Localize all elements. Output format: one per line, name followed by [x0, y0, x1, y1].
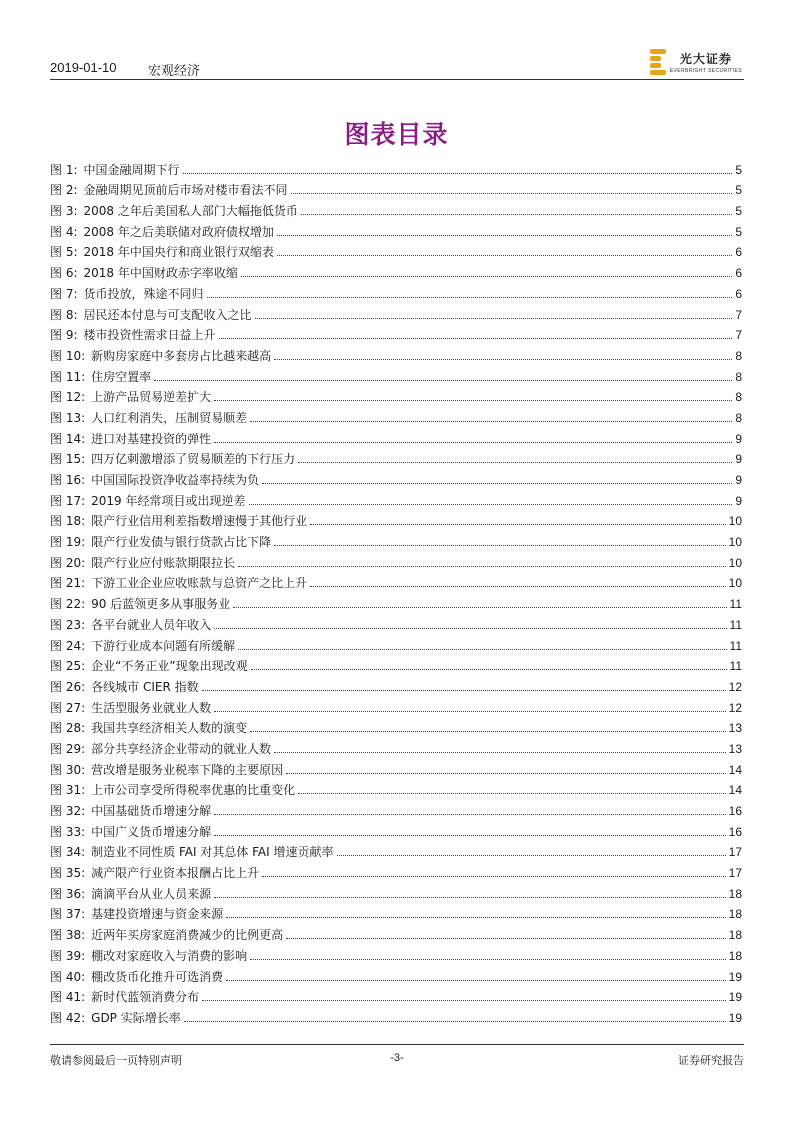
toc-figure-number: 图 28:	[50, 721, 86, 736]
toc-page-number: 11	[729, 638, 742, 653]
toc-leader-dots	[183, 173, 733, 174]
toc-figure-number: 图 18:	[50, 514, 86, 529]
toc-entry[interactable]	[50, 963, 742, 984]
toc-page-number: 13	[728, 721, 742, 736]
toc-figure-title: 棚改对家庭收入与消费的影响	[91, 948, 248, 963]
toc-figure-number: 图 34:	[50, 845, 86, 860]
toc-figure-title: 90 后蓝领更多从事服务业	[91, 597, 231, 612]
toc-leader-dots	[214, 835, 725, 836]
toc-leader-dots	[274, 359, 732, 360]
toc-entry[interactable]	[50, 839, 742, 860]
toc-leader-dots	[250, 731, 725, 732]
toc-figure-title: 2018 年中国财政赤字率收缩	[83, 266, 238, 281]
toc-entry[interactable]	[50, 611, 742, 632]
toc-figure-number: 图 26:	[50, 679, 86, 694]
toc-figure-number: 图 10:	[50, 348, 86, 363]
toc-entry[interactable]	[50, 342, 742, 363]
toc-entry[interactable]	[50, 528, 742, 549]
toc-page-number: 19	[728, 1010, 742, 1025]
toc-entry[interactable]	[50, 694, 742, 715]
toc-entry[interactable]	[50, 942, 742, 963]
logo-text-en: EVERBRIGHT SECURITIES	[669, 68, 742, 74]
toc-figure-title: 部分共享经济企业带动的就业人数	[91, 741, 272, 756]
toc-leader-dots	[219, 338, 733, 339]
page-header	[50, 48, 744, 80]
toc-leader-dots	[249, 504, 733, 505]
toc-page-number: 8	[735, 410, 742, 425]
toc-leader-dots	[286, 938, 725, 939]
toc-figure-title: 四万亿刺激增添了贸易顺差的下行压力	[91, 452, 296, 467]
toc-entry[interactable]	[50, 239, 742, 260]
toc-figure-number: 图 2:	[50, 183, 78, 198]
toc-page-number: 5	[735, 162, 742, 177]
toc-leader-dots	[337, 855, 726, 856]
toc-leader-dots	[310, 524, 725, 525]
toc-page-number: 9	[735, 473, 742, 487]
toc-figure-title: 人口红利消失，压制贸易顺差	[91, 410, 248, 425]
toc-page-number: 7	[735, 307, 742, 322]
toc-page-number: 5	[735, 183, 742, 198]
page-title: 图表目录	[344, 120, 449, 149]
toc-entry[interactable]	[50, 777, 742, 798]
toc-figure-title: 各平台就业人员年收入	[91, 617, 212, 632]
toc-figure-title: 2008 之年后美国私人部门大幅拖低货币	[83, 204, 298, 219]
toc-figure-number: 图 16:	[50, 473, 86, 487]
toc-entry[interactable]	[50, 921, 742, 942]
toc-entry[interactable]	[50, 404, 742, 425]
toc-page-number: 18	[728, 907, 742, 922]
toc-figure-number: 图 32:	[50, 804, 86, 818]
toc-page-number: 18	[728, 886, 742, 901]
toc-figure-number: 图 36:	[50, 886, 86, 901]
toc-entry[interactable]	[50, 1004, 742, 1025]
toc-entry[interactable]	[50, 984, 742, 1005]
toc-leader-dots	[286, 773, 725, 774]
toc-figure-number: 图 22:	[50, 597, 86, 612]
toc-figure-number: 图 9:	[50, 328, 78, 343]
toc-figure-title: 限产行业应付账款期限拉长	[91, 555, 236, 570]
toc-entry[interactable]	[50, 508, 742, 529]
toc-leader-dots	[250, 421, 732, 422]
toc-leader-dots	[154, 380, 732, 381]
toc-leader-dots	[214, 711, 725, 712]
toc-entry[interactable]	[50, 384, 742, 405]
toc-figure-number: 图 14:	[50, 431, 86, 446]
toc-entry[interactable]	[50, 901, 742, 922]
toc-entry[interactable]	[50, 673, 742, 694]
toc-page-number: 5	[735, 204, 742, 219]
page-footer	[50, 1044, 744, 1068]
toc-leader-dots	[310, 586, 725, 587]
toc-figure-number: 图 39:	[50, 948, 86, 963]
toc-entry[interactable]	[50, 156, 742, 177]
toc-figure-title: 进口对基建投资的弹性	[91, 431, 212, 446]
toc-entry[interactable]	[50, 363, 742, 384]
toc-page-number: 14	[728, 783, 742, 798]
toc-figure-title: 下游工业企业应收账款与总资产之比上升	[91, 576, 308, 591]
toc-entry[interactable]	[50, 466, 742, 487]
toc-leader-dots	[214, 442, 732, 443]
toc-figure-number: 图 20:	[50, 555, 86, 570]
toc-figure-title: 滴滴平台从业人员来源	[91, 886, 212, 901]
toc-leader-dots	[262, 876, 725, 877]
toc-figure-title: 棚改货币化推升可选消费	[91, 969, 224, 984]
toc-entry[interactable]	[50, 715, 742, 736]
toc-figure-title: 居民还本付息与可支配收入之比	[83, 307, 252, 322]
toc-figure-title: 限产行业信用利差指数增速慢于其他行业	[91, 514, 308, 529]
toc-entry[interactable]	[50, 322, 742, 343]
toc-page-number: 11	[729, 597, 742, 612]
toc-figure-number: 图 1:	[50, 162, 78, 177]
toc-page-number: 6	[735, 266, 742, 281]
everbright-logo-icon	[650, 49, 666, 75]
toc-figure-title: 2018 年中国央行和商业银行双缩表	[83, 245, 274, 260]
report-date: 2019-01-10	[50, 60, 117, 75]
toc-page-number: 11	[729, 617, 742, 632]
toc-entry[interactable]	[50, 653, 742, 674]
toc-leader-dots	[262, 483, 732, 484]
toc-leader-dots	[274, 545, 725, 546]
toc-page-number: 9	[735, 452, 742, 467]
toc-figure-number: 图 41:	[50, 990, 86, 1005]
toc-page-number: 10	[728, 535, 742, 550]
toc-figure-number: 图 3:	[50, 204, 78, 219]
toc-entry[interactable]	[50, 880, 742, 901]
toc-figure-number: 图 11:	[50, 369, 86, 384]
toc-leader-dots	[233, 607, 726, 608]
toc-entry[interactable]	[50, 859, 742, 880]
toc-figure-title: 中国国际投资净收益率持续为负	[91, 473, 260, 487]
toc-entry[interactable]	[50, 632, 742, 653]
toc-leader-dots	[214, 628, 726, 629]
toc-figure-title: 减产限产行业资本报酬占比上升	[91, 866, 260, 881]
toc-page-number: 9	[735, 493, 742, 508]
toc-entry[interactable]	[50, 259, 742, 280]
toc-leader-dots	[214, 897, 725, 898]
toc-figure-title: 新购房家庭中多套房占比越来越高	[91, 348, 272, 363]
toc-figure-title: 营改增是服务业税率下降的主要原因	[91, 762, 284, 777]
toc-page-number: 8	[735, 348, 742, 363]
toc-page-number: 19	[728, 990, 742, 1005]
toc-page-number: 10	[728, 555, 742, 570]
toc-leader-dots	[277, 235, 732, 236]
toc-page-number: 6	[735, 245, 742, 260]
toc-figure-number: 图 5:	[50, 245, 78, 260]
toc-figure-title: 住房空置率	[91, 369, 152, 384]
toc-leader-dots	[226, 917, 725, 918]
toc-figure-number: 图 33:	[50, 824, 86, 839]
toc-page-number: 8	[735, 369, 742, 384]
toc-leader-dots	[214, 814, 725, 815]
toc-figure-title: 货币投放，殊途不同归	[83, 286, 204, 301]
toc-figure-number: 图 42:	[50, 1010, 86, 1025]
toc-figure-title: 上游产品贸易逆差扩大	[91, 390, 212, 405]
toc-figure-number: 图 31:	[50, 783, 86, 798]
toc-figure-number: 图 38:	[50, 928, 86, 943]
toc-leader-dots	[291, 193, 733, 194]
toc-leader-dots	[298, 462, 732, 463]
toc-page-number: 7	[735, 328, 742, 343]
everbright-logo	[650, 48, 742, 76]
toc-figure-title: 中国广义货币增速分解	[91, 824, 212, 839]
toc-entry[interactable]	[50, 735, 742, 756]
toc-figure-number: 图 40:	[50, 969, 86, 984]
toc-figure-title: 生活型服务业就业人数	[91, 700, 212, 715]
toc-figure-title: 我国共享经济相关人数的演变	[91, 721, 248, 736]
toc-page-number: 6	[735, 286, 742, 301]
toc-entry[interactable]	[50, 487, 742, 508]
toc-entry[interactable]	[50, 756, 742, 777]
figure-table-of-contents	[50, 156, 742, 1025]
toc-figure-number: 图 8:	[50, 307, 78, 322]
toc-leader-dots	[255, 318, 733, 319]
toc-entry[interactable]	[50, 301, 742, 322]
footer-disclaimer-note: 敬请参阅最后一页特别声明	[50, 1054, 182, 1067]
toc-figure-number: 图 6:	[50, 266, 78, 281]
toc-figure-number: 图 7:	[50, 286, 78, 301]
toc-figure-number: 图 12:	[50, 390, 86, 405]
toc-figure-title: 近两年买房家庭消费减少的比例更高	[91, 928, 284, 943]
toc-figure-title: 企业“不务正业”现象出现改观	[91, 659, 248, 674]
toc-page-number: 12	[728, 679, 742, 694]
toc-page-number: 12	[728, 700, 742, 715]
toc-entry[interactable]	[50, 797, 742, 818]
toc-leader-dots	[238, 566, 725, 567]
toc-figure-title: 基建投资增速与资金来源	[91, 907, 224, 922]
report-category: 宏观经济	[148, 64, 201, 79]
toc-figure-title: 上市公司享受所得税率优惠的比重变化	[91, 783, 296, 798]
toc-leader-dots	[214, 400, 732, 401]
toc-figure-number: 图 23:	[50, 617, 86, 632]
toc-page-number: 10	[728, 576, 742, 591]
toc-entry[interactable]	[50, 177, 742, 198]
toc-figure-title: 制造业不同性质 FAI 对其总体 FAI 增速贡献率	[91, 845, 334, 860]
toc-figure-number: 图 21:	[50, 576, 86, 591]
toc-leader-dots	[202, 690, 726, 691]
toc-leader-dots	[241, 276, 732, 277]
toc-page-number: 5	[735, 224, 742, 239]
toc-figure-title: GDP 实际增长率	[91, 1010, 181, 1025]
toc-figure-number: 图 25:	[50, 659, 86, 674]
footer-report-type: 证券研究报告	[678, 1054, 744, 1067]
toc-figure-title: 新时代蓝领消费分布	[91, 990, 200, 1005]
toc-figure-title: 2019 年经常项目或出现逆差	[91, 493, 246, 508]
toc-leader-dots	[301, 214, 732, 215]
toc-entry[interactable]	[50, 425, 742, 446]
toc-leader-dots	[202, 1000, 725, 1001]
toc-page-number: 10	[728, 514, 742, 529]
toc-figure-title: 金融周期见顶前后市场对楼市看法不同	[83, 183, 288, 198]
toc-figure-number: 图 30:	[50, 762, 86, 777]
toc-figure-title: 中国基础货币增速分解	[91, 804, 212, 818]
toc-figure-title: 2008 年之后美联储对政府债权增加	[83, 224, 274, 239]
logo-text-cn: 光大证券	[679, 52, 732, 66]
toc-page-number: 9	[735, 431, 742, 446]
toc-figure-number: 图 15:	[50, 452, 86, 467]
toc-page-number: 11	[729, 659, 742, 674]
toc-leader-dots	[207, 297, 733, 298]
toc-figure-number: 图 29:	[50, 741, 86, 756]
toc-leader-dots	[250, 959, 725, 960]
toc-page-number: 16	[728, 804, 742, 818]
toc-page-number: 14	[728, 762, 742, 777]
toc-figure-title: 限产行业发债与银行贷款占比下降	[91, 535, 272, 550]
toc-entry[interactable]	[50, 218, 742, 239]
toc-leader-dots	[274, 752, 725, 753]
toc-leader-dots	[298, 793, 725, 794]
toc-figure-number: 图 27:	[50, 700, 86, 715]
toc-leader-dots	[251, 669, 727, 670]
toc-figure-title: 下游行业成本问题有所缓解	[91, 638, 236, 653]
toc-figure-number: 图 37:	[50, 907, 86, 922]
toc-figure-number: 图 13:	[50, 410, 86, 425]
toc-leader-dots	[226, 980, 725, 981]
toc-leader-dots	[238, 649, 726, 650]
toc-page-number: 18	[728, 928, 742, 943]
toc-entry[interactable]	[50, 818, 742, 839]
toc-entry[interactable]	[50, 590, 742, 611]
toc-figure-title: 中国金融周期下行	[83, 162, 180, 177]
toc-page-number: 13	[728, 741, 742, 756]
toc-page-number: 8	[735, 390, 742, 405]
toc-page-number: 17	[728, 866, 742, 881]
toc-leader-dots	[184, 1021, 726, 1022]
toc-page-number: 16	[728, 824, 742, 839]
toc-figure-number: 图 17:	[50, 493, 86, 508]
toc-entry[interactable]	[50, 570, 742, 591]
toc-page-number: 19	[728, 969, 742, 984]
page-number: -3-	[390, 1052, 404, 1064]
toc-page-number: 18	[728, 948, 742, 963]
toc-figure-title: 各线城市 CIER 指数	[91, 679, 199, 694]
toc-entry[interactable]	[50, 549, 742, 570]
toc-figure-number: 图 24:	[50, 638, 86, 653]
toc-figure-number: 图 19:	[50, 535, 86, 550]
toc-entry[interactable]	[50, 197, 742, 218]
toc-entry[interactable]	[50, 446, 742, 467]
toc-entry[interactable]	[50, 280, 742, 301]
toc-figure-title: 楼市投资性需求日益上升	[83, 328, 216, 343]
toc-page-number: 17	[728, 845, 742, 860]
toc-leader-dots	[277, 255, 732, 256]
toc-figure-number: 图 35:	[50, 866, 86, 881]
toc-figure-number: 图 4:	[50, 224, 78, 239]
